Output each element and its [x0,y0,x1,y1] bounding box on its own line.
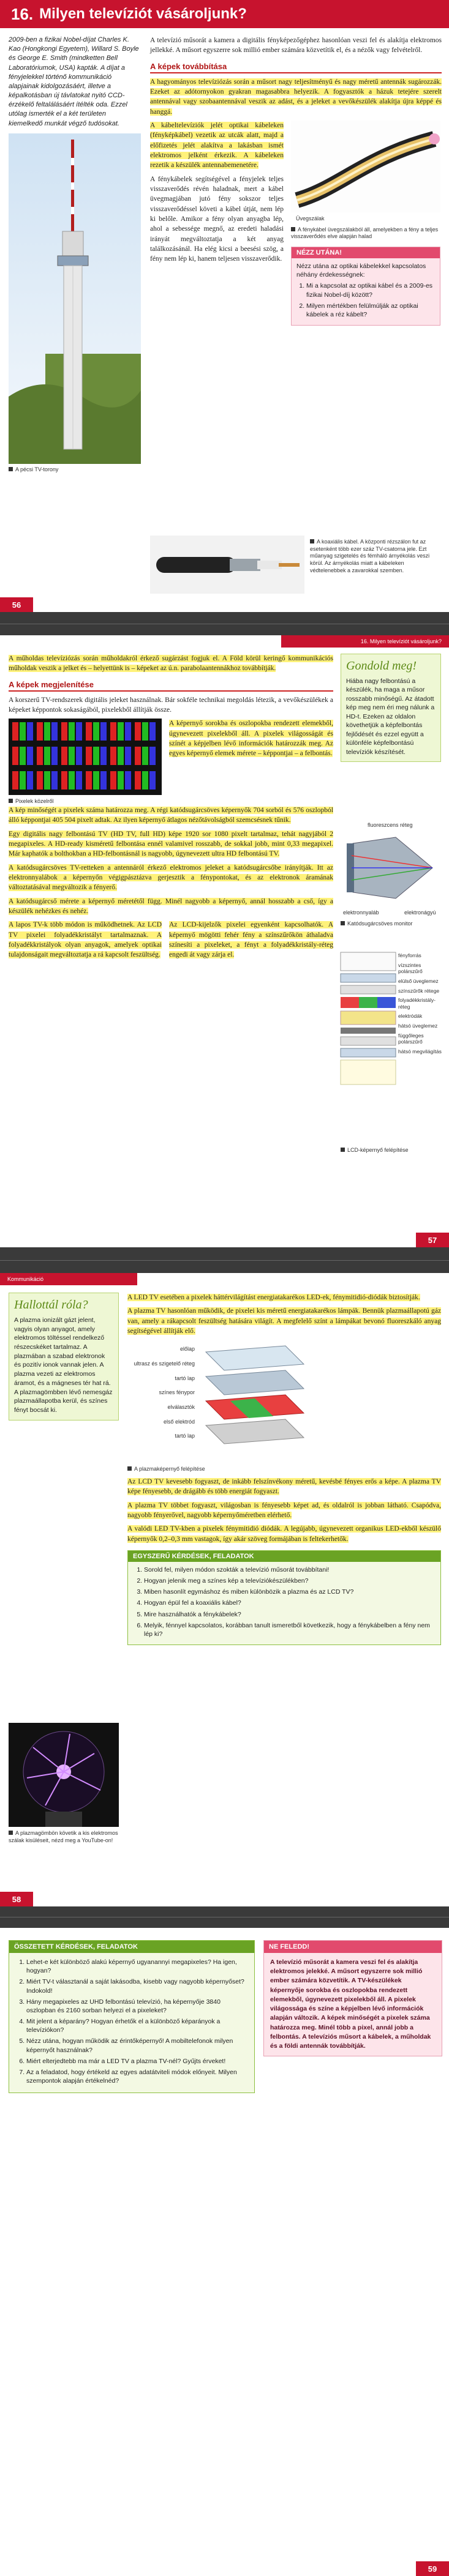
display-paragraph-5: A katódsugárcsöves TV-retteken a antennáról érkező elektromos jeleket a katódsugárcsőbe irányítják. Itt az elektronnyalábok a képernyőn végigpásztázva gerjesztik a fénypontokat, és az elektronok áramának változtatásával megváltozik a fényerő. [9,864,333,892]
simple-question-item: 4. Hogyan épül fel a koaxiális kábel? [144,1599,436,1607]
chapter-title: Milyen televíziót vásároljunk? [39,6,247,22]
look-it-up-list [296,282,435,319]
think-about-title: Gondold meg! [346,659,417,673]
complex-question-item: 3. Hány megapixeles az UHD felbontású televízió, ha képernyője 3840 oszlopban és 2160 sorban helyezi el a pixeleket? [26,1998,248,2015]
remember-title: NE FELEDD! [264,1941,442,1953]
page-56 [0,0,449,612]
page-number: 58 [0,1892,33,1906]
did-you-know-box [9,1293,119,1421]
did-you-know-title: Hallottál róla? [14,1298,88,1312]
look-it-up-item: 2. Milyen mértékben felülmúlják az optikai kábelek a réz kábelt? [306,302,435,319]
complex-question-item: 6. Miért elterjedtebb ma már a LED TV a plazma TV-nél? Gyűjts érveket! [26,2057,248,2066]
fiber-label: Üvegszálak [296,215,325,222]
chapter-header [0,0,449,28]
page-number: 56 [0,597,33,612]
simple-questions-list [128,1562,440,1645]
think-about-body: Hiába nagy felbontású a készülék, ha maga a műsor rosszabb minőségű. Az átadott kép meg nem éri meg nálunk a HD-t. Ezeken az oldalon követhetjük a képfelbontás fejlődését és ezzel együtt a különféle képfelbontású televíziók készítését. [346,678,435,756]
display-paragraph-8: Az LCD-kijelzők pixelei egyenként kapcsolhatók. A képernyő mögötti fehér fény a színszűrőkön áthaladva színesíti a pixeleket, a fényt a folyadékkristály-réteg engedi át vagy zárja el. [169,921,333,959]
remember-box [263,1940,442,2056]
display-paragraph-1: A korszerű TV-rendszerek digitális jeleket használnak. Bár sokféle technikai megoldás létezik, a vevőkészülékek a képeket képpontok sokaságából, pixelekből állítják össze. [9,696,333,714]
left-column [9,35,141,473]
led-paragraph-2: A plazma TV hasonlóan működik, de pixelei kis méretű energiatakarékos lámpák. Bennük plazmaállapotú gáz van, amely a rákapcsolt feszültség hatására világít. A megfelelő színt a lámpákat bevonó fluoreszkáló anyag segítségével állítják elő. [127,1307,441,1335]
look-it-up-item: 1. Mi a kapcsolat az optikai kábel és a 2009-es fizikai Nobel-díj között? [306,282,435,299]
satellite-paragraph: A műholdas televíziózás során műholdakról érkező sugárzást fogjuk el. A Föld körül keringő kommunikációs műholdak veszik a jelket és – helyettünk is – képeket az ú.n. parabolaantennákhoz továbbítják. [9,655,333,673]
display-paragraph-2: A képernyő sorokba és oszlopokba rendezett elemekből, úgynevezett pixelekből áll. A pixelek világosságát és színét a képjelben lévő információk határozzák meg. Az egyes képernyő elemek mérete – képpontjai – a felbontás. [169,720,333,758]
page-59 [0,1928,449,2576]
section-heading-display: A képek megjelenítése [9,680,333,692]
pixel-closeup-image [9,719,162,795]
lcd-labels: fényforrás vízszintes polárszűrő elülső üveglemez színszűrők rétege folyadékkristály-réteg elektródák hátsó üveglemez függőleges polárszűrő hátsó megvilágítás [398,952,442,1055]
complex-question-item: 7. Az a feladatod, hogy értékeld az egyes adatátviteli módok előnyeit. Milyen szempontok alapján értékelnéd? [26,2068,248,2085]
intro-text: 2009-ben a fizikai Nobel-díjat Charles K. Kao (Hongkongi Egyetem), Willard S. Boyle és George E. Smith (mindketten Bell Laboratóriumok, USA) kapták. A díjat a fényjelekkel történő kommunikáció alapjainak kidolgozásáért, illetve a képalkotásban új távlatokat nyitó CCD-érzékelő feltalálásáért ítélték oda. Ezzel utólag ismerték el a két területen kiemelkedő munkát végző tudósokat. [9,36,139,127]
simple-question-item: 2. Hogyan jelenik meg a színes kép a televíziókészülékben? [144,1577,436,1585]
display-paragraph-7: A lapos TV-k több módon is működhetnek. Az LCD TV pixelei folyadékkristályt tartalmaznak. A folyadékkristályok olyan anyagok, amelyek optikai tulajdonságait megváltoztatja a rá kapcsolt feszültség. [9,921,162,959]
complex-questions-list [9,1953,254,2093]
page-number: 59 [416,2561,449,2576]
coaxial-cable-photo [150,536,304,594]
think-about-box [341,654,441,762]
display-paragraph-4: Egy digitális nagy felbontású TV (HD TV, full HD) képe 1920 sor 1080 pixelt tartalmaz, tehát nagyjából 2 megapixeles. A HD-ready kisméretű felbontása ennél valamivel rosszabb, de sokkal jobb, mint 0,33 megapixel. Már kaphatók a bolthokban a HD-felbontásnál is nagyobb, úgynevezett ultra HD felbontású TV. [9,830,333,858]
lcd-caption: LCD-képernyő felépítése [341,1147,409,1154]
led-paragraph-1: A LED TV esetében a pixelek háttérvilágítást energiatakarékos LED-ek, fénymitidió-diódák biztosítják. [127,1294,420,1301]
complex-question-item: 1. Lehet-e két különböző alakú képernyő ugyanannyi megapixeles? Ha igen, hogyan? [26,1958,248,1975]
p58-main-column [127,1293,441,1645]
running-header: 16. Milyen televíziót vásároljunk? [281,635,449,648]
simple-question-item: 1. Sorold fel, milyen módon szokták a televízió műsorát továbbítani! [144,1566,436,1574]
p57-main-column [9,654,333,964]
look-it-up-body: Nézz utána az optikai kábelekkel kapcsolatos néhány érdekességnek: [296,263,426,279]
chapter-number: 16. [11,4,34,23]
transmission-paragraph-3: A fénykábelek segítségével a fényjelek teljes visszaverődés révén haladnak, mert a kábel üvegmagjában jutó fény sokszor teljes visszaverődéssel követi a kábel útját, nem lép ki belőle. Amikor a fény olyan anyagba lép, ahol a sebessége megnő, az eredeti haladási irányát megváltoztatja a két anyag találkozásánál. Ha elég kicsi a beesési szög, a fény nem lép ki, hanem teljesen visszaverődik. [150,175,284,263]
complex-questions-title: ÖSSZETETT KÉRDÉSEK, FELADATOK [9,1941,254,1953]
did-you-know-body: A plazma ionizált gázt jelent, vagyis olyan anyagot, amely elektromos töltéssel rendelkező részecskéket tartalmaz. A plazmában a szabad elektronok és pozitív ionok vannak jelen. A plazma vezeti az elektromos áramot, és a mágneses tér hat rá. A plazmagömbben lévő nemesgáz plazmaállapotba kerül, és színes fényt bocsát ki. [14,1316,113,1414]
transmission-paragraph-2: A kábeltelevíziók jelét optikai kábeleken (fényképkábel) vezetik az utcák alatt, majd a előfizetés jelét alakítva a lakásban ismét elektromos jelként érkezik. A kábeleken rezetik a készülék antennabemenetére. [150,121,284,170]
simple-questions-box [127,1550,441,1645]
page-58 [0,1273,449,1906]
section-heading-transmission: A képek továbbítása [150,62,442,73]
fiber-caption: A fénykábel üvegszálakból áll, amelyekben a fény a teljes visszaverődés elve alapján halad [291,226,439,240]
crt-label-2: elektronágyú [404,909,436,916]
fiber-cable-illustration [291,121,440,212]
intro-paragraph: A televízió műsorát a kamera a digitális fényképezőgéphez hasonlóan veszi fel és alakítja elektromos jellekké. A műsort egyszerre sok millió ember számára közvetítik el, és a nézők vagy felvételről. [150,37,442,54]
remember-body: A televízió műsorát a kamera veszi fel és alakítja elektromos jelekké. A műsort egyszerre sok millió ember számára közvetítik. A TV-készülékek képernyője sorokba és oszlopokba rendezett elemekből, úgynevezett pixelekből áll. A pixelek világossága és színe a képjelben lévő információk alapján változik. A képek minőségét a pixelek száma határozza meg. Minél több a pixel, annál jobb a felbontás. A televíziós műsort a kábelek, a műholdak és a földi antennák továbbítják. [270,1958,431,2050]
simple-question-item: 6. Melyik, fénnyel kapcsolatos, korábban tanult ismeretből következik, hogy a fénykábelben a fény nem lép ki? [144,1621,436,1638]
plasma-caption: A plazmaképernyő felépítése [127,1466,441,1473]
coax-caption: A koaxiális kábel. A központi rézszálon fut az esetenként több ezer száz TV-csatorna jele. Ezt műanyag szigetelés és fémháló árnyékolás veszi körül. Az árnyékolás miatt a kábeleken védtelenebbek a zavarokkal szemben. [310,539,430,573]
complex-question-item: 2. Miért TV-t választanál a saját lakásodba, kisebb vagy nagyobb képernyőset? Indokold! [26,1977,248,1995]
display-paragraph-6: A katódsugárcső mérete a képernyő méretétől függ. Minél nagyobb a képernyő, annál hosszabb a cső, így a készülék nehézkes és nehéz. [9,897,333,915]
page-57 [0,635,449,1247]
crt-monitor-illustration [341,831,445,908]
display-paragraph-3: A kép minőségét a pixelek száma határozza meg. A régi katódsugárcsöves képernyők 704 sorból és 576 oszlopból álló képpontjai 405 504 pixelt adtak. Az ilyen képernyő átlagos nézőtávolságból szemcsésnek tűnik. [9,807,333,824]
plasma-panel-illustration [200,1340,310,1462]
pixel-caption: Pixelek közelről [9,798,162,805]
led-paragraph-3: Az LCD TV kevesebb fogyaszt, de inkább felszínvékony méretű, kevésbé fényes erős a képe. A plazma TV képe fényesebb, de drágább és több energiát fogyaszt. [127,1478,441,1496]
plasma-labels: előlap ultrasz és szigetelő réteg tartó lap színes fénypor elválasztók első elektród tartó lap [134,1346,195,1439]
led-paragraph-4: A plazma TV többet fogyaszt, világosban is fényesebb képet ad, és oldalról is jobban látható. Csapódva, nagyobb fényerővel, nagyobb képernyőméretben elérhető. [127,1501,441,1519]
complex-question-item: 4. Mit jelent a képarány? Hogyan érhetők el a különböző képarányok a televíziókon? [26,2017,248,2034]
look-it-up-box [291,247,440,326]
simple-question-item: 3. Miben hasonlít egymáshoz és miben különbözik a plazma és az LCD TV? [144,1588,436,1596]
running-header: Kommunikáció [0,1273,137,1285]
tower-caption: A pécsi TV-torony [9,466,141,474]
crt-caption: Katódsugárcsöves monitor [341,920,413,928]
complex-question-item: 5. Nézz utána, hogyan működik az érintőképernyő! A mobiltelefonok milyen képernyőt használnak? [26,2037,248,2054]
tv-tower-photo [9,133,141,464]
complex-questions-box [9,1940,255,2093]
plasma-ball-caption: A plazmagömbön követik a kis elektromos szálak kisüléseit, nézd meg a YouTube-on! [9,1830,118,1843]
crt-label-1: fluoreszcens réteg [368,822,413,828]
look-it-up-title: NÉZZ UTÁNA! [292,247,440,258]
page-number: 57 [416,1233,449,1247]
transmission-paragraph-1: A hagyományos televíziózás során a műsort nagy teljesítményű és nagy méretű antennák sugározzák. Ezeket az adótornyokon gyakran magasabbra helyezik. A fogyasztók a házuk tetejére szerelt antennával vagy szobaantennával veszik az adást, és a jeleket a vevőkészülék alakítja újra képpé és hanggá. [150,78,442,116]
right-column [150,35,442,326]
plasma-ball-photo [9,1723,119,1827]
crt-label-3: elektronnyaláb [343,909,379,916]
simple-question-item: 5. Mire használhatók a fénykábelek? [144,1610,436,1619]
led-paragraph-5: A valódi LED TV-kben a pixelek fénymitidió diódák. A legújabb, úgynevezett organikus LED-ekből készülő képernyők 0,2–0,3 mm vastagok, így akár szöveg formájában is feltekerhetők. [127,1525,441,1543]
page-gutter [0,1260,449,1261]
simple-questions-title: EGYSZERŰ KÉRDÉSEK, FELADATOK [128,1551,440,1562]
